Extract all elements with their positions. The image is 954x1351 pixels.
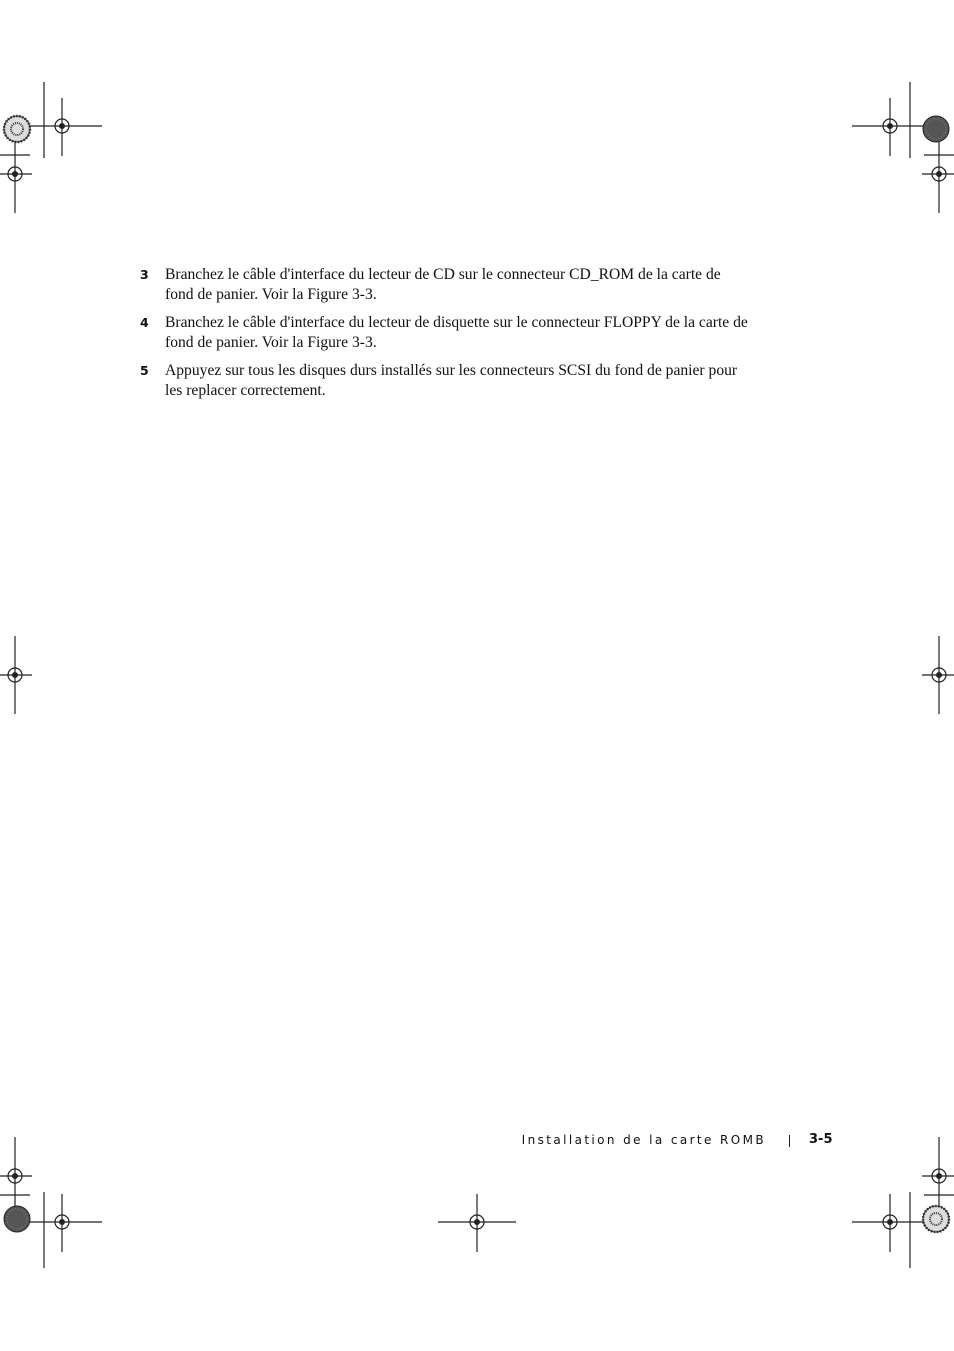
step-text: Branchez le câble d'interface du lecteur de disquette sur le connecteur FLOPPY de la carte de fond de panier. Voir la Figure 3-3.: [165, 314, 748, 351]
registration-rosette-bottom-right: [923, 1206, 949, 1232]
step-item: [140, 265, 750, 304]
footer-section-title: Installation de la carte ROMB: [521, 1133, 766, 1147]
step-number: 5: [140, 363, 149, 378]
step-item: [140, 313, 750, 352]
instruction-steps: [140, 265, 750, 409]
step-number: 4: [140, 315, 149, 330]
registration-rosette-top-right: [923, 116, 949, 142]
registration-rosette-bottom-left: [4, 1206, 30, 1232]
step-text: Appuyez sur tous les disques durs installés sur les connecteurs SCSI du fond de panier pour les replacer correctement.: [165, 362, 738, 399]
step-text: Branchez le câble d'interface du lecteur de CD sur le connecteur CD_ROM de la carte de fond de panier. Voir la Figure 3-3.: [165, 266, 721, 303]
footer-separator: [789, 1135, 790, 1147]
step-item: [140, 361, 750, 400]
registration-rosette-top-left: [4, 116, 30, 142]
step-number: 3: [140, 267, 149, 282]
footer-page-number: 3-5: [809, 1132, 833, 1147]
